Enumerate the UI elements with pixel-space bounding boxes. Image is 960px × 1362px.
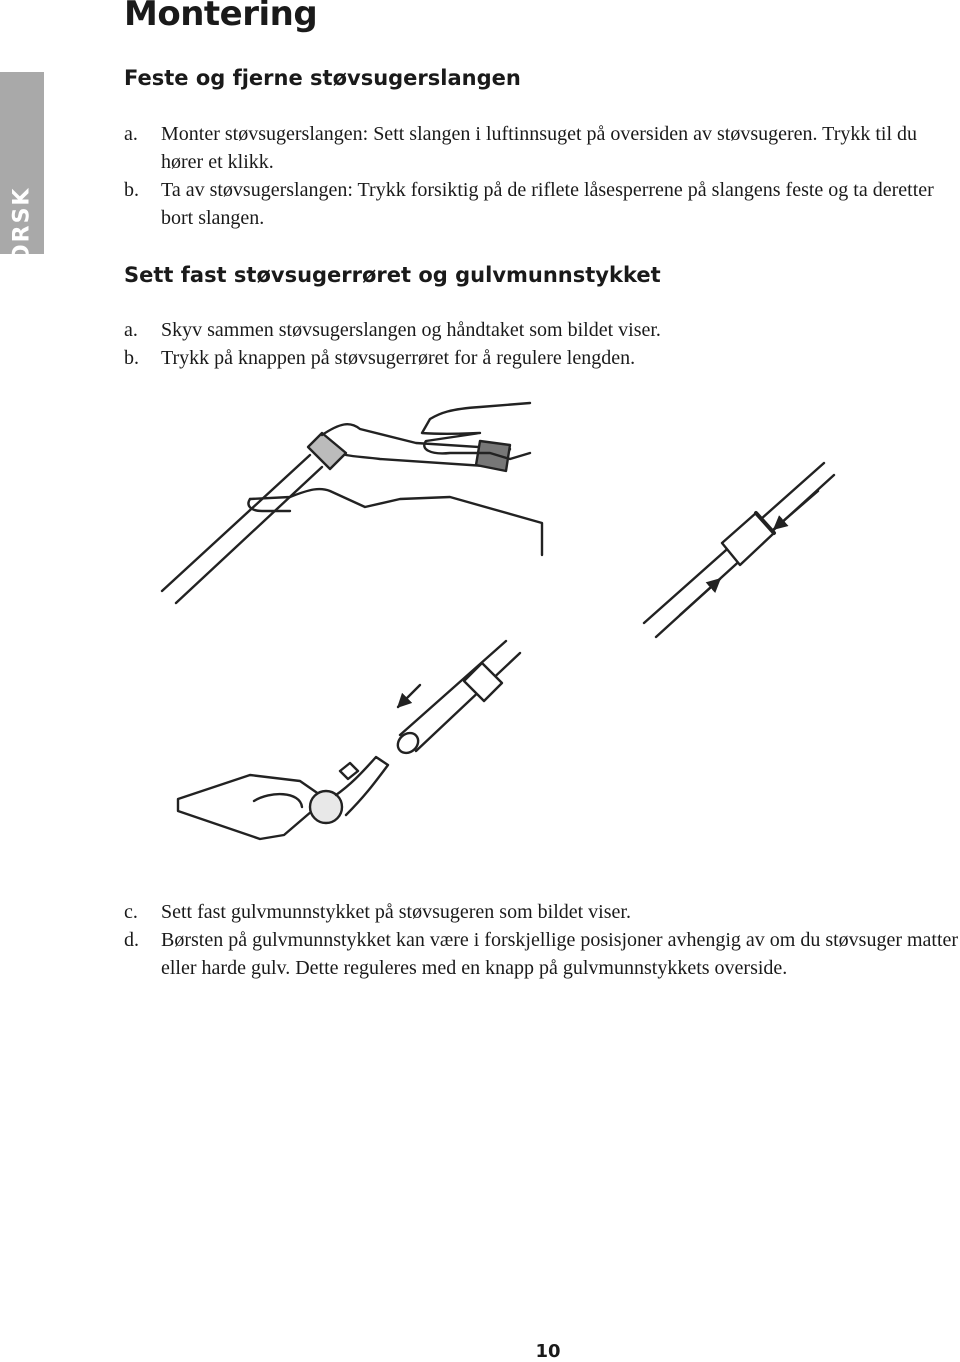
- list-marker: d.: [124, 929, 139, 951]
- hand-icon: [249, 403, 543, 555]
- section-heading-tube: Sett fast støvsugerrøret og gulvmunnstykket: [124, 263, 661, 287]
- language-tab: [0, 72, 44, 284]
- list-marker: a.: [124, 123, 138, 145]
- page-number: 10: [535, 1341, 561, 1362]
- list-text: Sett fast gulvmunnstykket på støvsugeren som bildet viser.: [161, 901, 631, 923]
- list-text: Børsten på gulvmunnstykket kan være i forskjellige posisjoner avhengig av om du støvsuger matter eller harde gulv. Dette reguleres med en knapp på gulvmunnstykkets overside.: [161, 929, 959, 979]
- instruction-list-nozzle: [124, 898, 960, 982]
- list-marker: b.: [124, 179, 139, 201]
- list-text: Skyv sammen støvsugerslangen og håndtaket som bildet viser.: [161, 319, 661, 341]
- language-tab-label: NORSK: [9, 186, 35, 284]
- assembly-illustration: [150, 395, 840, 855]
- list-marker: b.: [124, 347, 139, 369]
- instruction-list-tube: [124, 316, 960, 372]
- list-item: [124, 120, 960, 176]
- list-item: [124, 926, 960, 982]
- hose-handle-drawing: [162, 424, 510, 603]
- list-marker: c.: [124, 901, 138, 923]
- floor-nozzle-drawing: [178, 641, 520, 839]
- list-marker: a.: [124, 319, 138, 341]
- section-heading-hose: Feste og fjerne støvsugerslangen: [124, 66, 521, 90]
- tube-extension-drawing: [644, 463, 834, 637]
- instruction-list-hose: [124, 120, 960, 232]
- list-item: [124, 344, 960, 372]
- page-title: Montering: [124, 0, 318, 34]
- list-item: [124, 316, 960, 344]
- list-item: [124, 898, 960, 926]
- list-text: Trykk på knappen på støvsugerrøret for å regulere lengden.: [161, 347, 636, 369]
- list-text: Ta av støvsugerslangen: Trykk forsiktig på de riflete låsesperrene på slangens feste og ta deretter bort slangen.: [161, 179, 934, 229]
- list-item: [124, 176, 960, 232]
- list-text: Monter støvsugerslangen: Sett slangen i luftinnsuget på oversiden av støvsugeren. Trykk til du hører et klikk.: [161, 123, 918, 173]
